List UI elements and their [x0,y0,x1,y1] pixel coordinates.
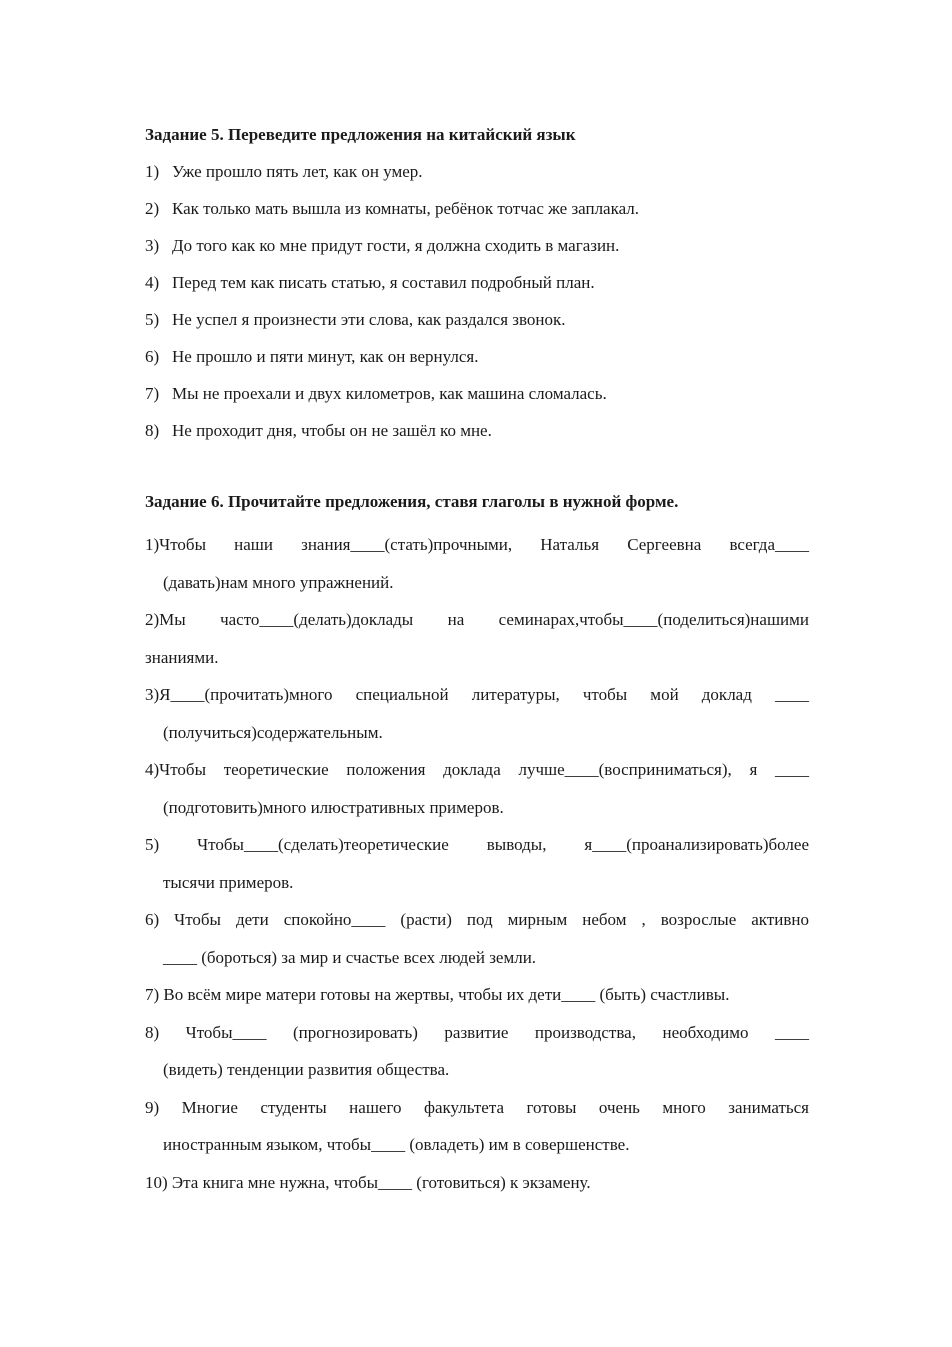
task5-item [145,270,809,307]
exercise-line: 6) Чтобы дети спокойно____ (расти) под мирным небом , возрослые активно [145,910,809,929]
task6-item [145,1164,809,1202]
task6-item [145,1089,809,1164]
task6-item [145,826,809,901]
item-text: Перед тем как писать статью, я составил подробный план. [172,273,595,292]
document-page [145,122,809,1201]
item-text: До того как ко мне придут гости, я должна сходить в магазин. [172,236,620,255]
item-number: 3) [145,236,160,255]
exercise-line: 7) Во всём мире матери готовы на жертвы, чтобы их дети____ (быть) счастливы. [145,985,730,1004]
task5-heading: Задание 5. Переведите предложения на китайский язык [145,125,576,144]
exercise-line: 2)Мы часто____(делать)доклады на семинарах,чтобы____(поделиться)нашими [145,610,809,629]
task6-item [145,976,809,1014]
item-number: 2) [145,199,160,218]
exercise-line: 3)Я____(прочитать)много специальной литературы, чтобы мой доклад ____ [145,685,809,704]
task5-item [145,307,809,344]
item-text: Не прошло и пяти минут, как он вернулся. [172,347,479,366]
task5-list [145,159,809,455]
exercise-continuation: тысячи примеров. [163,872,294,892]
task5-item [145,159,809,196]
item-text: Не проходит дня, чтобы он не зашёл ко мне. [172,421,492,440]
task6-item [145,676,809,751]
exercise-continuation: знаниями. [145,647,219,667]
exercise-line: 9) Многие студенты нашего факультета готовы очень много заниматься [145,1097,809,1117]
item-text: Не успел я произнести эти слова, как раздался звонок. [172,310,566,329]
task6-section [145,489,809,1201]
exercise-continuation: (получиться)содержательным. [163,722,383,742]
item-text: Уже прошло пять лет, как он умер. [172,162,423,181]
exercise-continuation: (давать)нам много упражнений. [163,572,394,592]
task6-item [145,601,809,676]
exercise-line: 10) Эта книга мне нужна, чтобы____ (готовиться) к экзамену. [145,1172,591,1192]
task5-item [145,344,809,381]
exercise-line: 4)Чтобы теоретические положения доклада лучше____(восприниматься), я ____ [145,760,809,779]
exercise-line: 1)Чтобы наши знания____(стать)прочными, Наталья Сергеевна всегда____ [145,535,809,554]
exercise-continuation: иностранным языком, чтобы____ (овладеть) им в совершенстве. [163,1135,630,1154]
exercise-continuation: (видеть) тенденции развития общества. [163,1060,450,1079]
task5-section [145,122,809,455]
item-number: 8) [145,421,160,440]
exercise-continuation: (подготовить)много илюстративных примеров. [163,797,504,817]
task6-heading: Задание 6. Прочитайте предложения, ставя глаголы в нужной форме. [145,492,679,511]
item-number: 7) [145,384,160,403]
task5-item [145,381,809,418]
item-text: Мы не проехали и двух километров, как машина сломалась. [172,384,607,403]
task5-item [145,196,809,233]
task6-item [145,1014,809,1089]
task6-item [145,526,809,601]
exercise-line: 8) Чтобы____ (прогнозировать) развитие производства, необходимо ____ [145,1022,809,1042]
task5-item [145,418,809,455]
exercise-line: 5) Чтобы____(сделать)теоретические выводы, я____(проанализировать)более [145,835,809,854]
exercise-continuation: ____ (бороться) за мир и счастье всех людей земли. [163,947,537,967]
item-number: 1) [145,162,160,181]
item-text: Как только мать вышла из комнаты, ребёнок тотчас же заплакал. [172,199,640,218]
item-number: 6) [145,347,160,366]
task6-item [145,751,809,826]
task5-item [145,233,809,270]
item-number: 4) [145,273,160,292]
item-number: 5) [145,310,160,329]
task6-item [145,901,809,976]
